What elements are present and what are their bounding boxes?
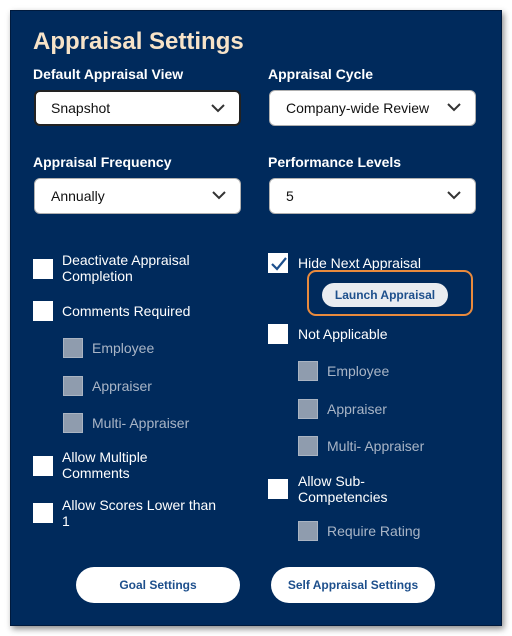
hide-next-appraisal-checkbox[interactable]: [268, 253, 288, 273]
self-appraisal-settings-button[interactable]: Self Appraisal Settings: [271, 567, 435, 603]
checkmark-icon: [270, 255, 288, 273]
chevron-down-icon: [211, 103, 225, 113]
allow-multiple-comments-checkbox[interactable]: [33, 456, 53, 476]
page-title: Appraisal Settings: [33, 28, 244, 55]
launch-appraisal-button[interactable]: Launch Appraisal: [322, 283, 448, 307]
comments-multi-appraiser-label: Multi- Appraiser: [92, 415, 190, 431]
comments-required-checkbox[interactable]: [33, 301, 53, 321]
appraisal-cycle-select[interactable]: [269, 90, 476, 126]
comments-multi-appraiser-checkbox[interactable]: [63, 413, 83, 433]
chevron-down-icon: [447, 102, 461, 112]
comments-employee-label: Employee: [92, 340, 155, 356]
na-multi-appraiser-label: Multi- Appraiser: [327, 438, 425, 454]
allow-scores-lower-checkbox[interactable]: [33, 503, 53, 523]
deactivate-appraisal-completion-label: Deactivate Appraisal Completion: [62, 252, 190, 284]
na-multi-appraiser-checkbox[interactable]: [298, 436, 318, 456]
settings-panel: [10, 10, 502, 626]
chevron-down-icon: [212, 190, 226, 200]
require-rating-label: Require Rating: [327, 523, 421, 539]
hide-next-appraisal-label: Hide Next Appraisal: [298, 255, 421, 271]
comments-appraiser-label: Appraiser: [92, 378, 152, 394]
default-appraisal-view-select[interactable]: [34, 90, 241, 126]
comments-appraiser-checkbox[interactable]: [63, 376, 83, 396]
comments-employee-checkbox[interactable]: [63, 338, 83, 358]
deactivate-appraisal-completion-checkbox[interactable]: [33, 259, 53, 279]
appraisal-cycle-value: Company-wide Review: [286, 100, 430, 116]
allow-sub-competencies-label: Allow Sub-Competencies: [298, 473, 388, 505]
performance-levels-select[interactable]: [269, 178, 476, 214]
allow-multiple-comments-label: Allow Multiple Comments: [62, 449, 148, 481]
chevron-down-icon: [447, 190, 461, 200]
allow-sub-competencies-checkbox[interactable]: [268, 479, 288, 499]
appraisal-frequency-value: Annually: [51, 188, 105, 204]
allow-scores-lower-label: Allow Scores Lower than 1: [62, 497, 217, 529]
performance-levels-label: Performance Levels: [268, 154, 402, 170]
goal-settings-button[interactable]: Goal Settings: [76, 567, 240, 603]
comments-required-label: Comments Required: [62, 303, 191, 319]
not-applicable-label: Not Applicable: [298, 326, 388, 342]
not-applicable-checkbox[interactable]: [268, 324, 288, 344]
na-appraiser-label: Appraiser: [327, 401, 387, 417]
na-employee-label: Employee: [327, 363, 390, 379]
performance-levels-value: 5: [286, 188, 294, 204]
na-employee-checkbox[interactable]: [298, 361, 318, 381]
appraisal-cycle-label: Appraisal Cycle: [268, 66, 374, 82]
default-appraisal-view-label: Default Appraisal View: [33, 66, 184, 82]
appraisal-frequency-select[interactable]: [34, 178, 241, 214]
na-appraiser-checkbox[interactable]: [298, 399, 318, 419]
appraisal-frequency-label: Appraisal Frequency: [33, 154, 172, 170]
require-rating-checkbox[interactable]: [298, 521, 318, 541]
default-appraisal-view-value: Snapshot: [51, 100, 111, 116]
